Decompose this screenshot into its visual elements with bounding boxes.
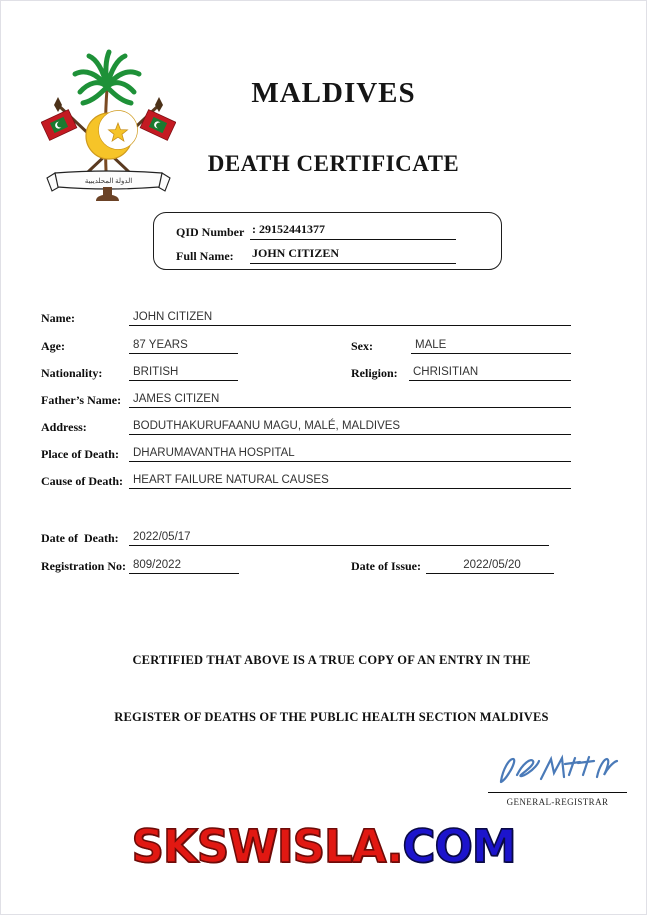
date-of-death-row (41, 529, 549, 546)
registration-no-value: 809/2022 (129, 559, 239, 574)
place-of-death-row (41, 445, 571, 462)
date-of-death-label: Date of Death: (41, 531, 119, 545)
registrar-signature-icon (493, 751, 623, 791)
sex-value: MALE (411, 339, 571, 354)
age-sex-row (41, 337, 571, 354)
full-name-value: JOHN CITIZEN (250, 246, 456, 264)
certification-line-1: CERTIFIED THAT ABOVE IS A TRUE COPY OF AN ENTRY IN THE (132, 653, 531, 667)
full-name-row (176, 244, 476, 264)
sex-label: Sex: (351, 339, 373, 353)
right-pole-finial-icon (155, 97, 163, 112)
maldives-emblem-icon (41, 45, 176, 205)
nationality-label: Nationality: (41, 366, 103, 380)
cause-of-death-row (41, 472, 571, 489)
place-of-death-value: DHARUMAVANTHA HOSPITAL (129, 447, 571, 462)
cause-of-death-label: Cause of Death: (41, 474, 123, 488)
address-row (41, 418, 571, 435)
left-pole-finial-icon (54, 97, 62, 112)
religion-value: CHRISITIAN (409, 366, 571, 381)
registration-issue-row (41, 557, 571, 574)
address-label: Address: (41, 420, 87, 434)
name-label: Name: (41, 311, 75, 325)
address-value: BODUTHAKURUFAANU MAGU, MALÉ, MALDIVES (129, 420, 571, 435)
religion-label: Religion: (351, 366, 398, 380)
name-row (41, 309, 571, 326)
place-of-death-label: Place of Death: (41, 447, 119, 461)
full-name-label: Full Name: (176, 249, 234, 263)
qid-box (153, 212, 502, 270)
qid-number-value: : 29152441377 (250, 222, 456, 240)
general-registrar-label: GENERAL-REGISTRAR (506, 797, 609, 807)
watermark (1, 821, 646, 873)
nationality-religion-row (41, 364, 571, 381)
cause-of-death-value: HEART FAILURE NATURAL CAUSES (129, 474, 571, 489)
fathers-name-value: JAMES CITIZEN (129, 393, 571, 408)
qid-number-label: QID Number (176, 225, 245, 239)
fathers-name-label: Father’s Name: (41, 393, 122, 407)
certification-line-2: REGISTER OF DEATHS OF THE PUBLIC HEALTH SECTION MALDIVES (114, 710, 549, 724)
scroll-arabic-text: الدولة المحلديبية (84, 177, 133, 185)
country-title: MALDIVES (251, 77, 416, 109)
age-value: 87 YEARS (129, 339, 238, 354)
registration-no-label: Registration No: (41, 559, 126, 573)
nationality-value: BRITISH (129, 366, 238, 381)
name-value: JOHN CITIZEN (129, 311, 571, 326)
document-title: DEATH CERTIFICATE (207, 151, 460, 176)
date-of-death-value: 2022/05/17 (129, 531, 549, 546)
signature-line (488, 792, 627, 793)
watermark-part1: SKSWISLA. (131, 820, 403, 873)
age-label: Age: (41, 339, 65, 353)
watermark-part2: COM (402, 820, 516, 873)
date-of-issue-label: Date of Issue: (351, 559, 421, 573)
fathers-name-row (41, 391, 571, 408)
date-of-issue-value: 2022/05/20 (426, 559, 554, 574)
qid-number-row (176, 220, 476, 240)
right-flag-icon (140, 110, 176, 141)
left-flag-icon (41, 110, 77, 141)
